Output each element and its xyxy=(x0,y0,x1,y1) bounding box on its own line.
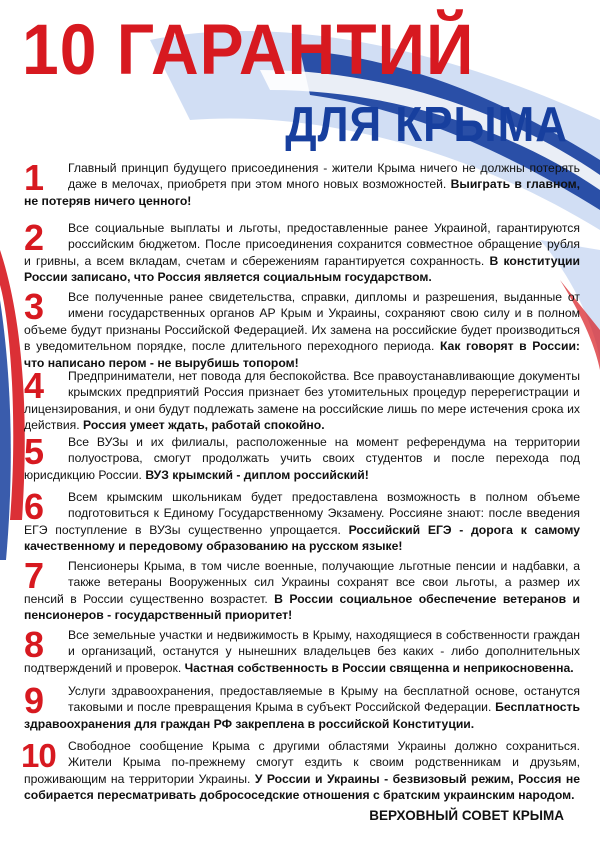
guarantee-number: 5 xyxy=(24,431,45,472)
guarantee-highlight: В России социальное обеспечение ветеранов и пенсионеров - государственный приоритет! xyxy=(24,591,580,623)
guarantee-body: Главный принцип будущего присоединения - жители Крыма ничего не должны потерять даже в мелочах, приобретя при этом много новых возможностей. xyxy=(68,161,580,192)
guarantee-text xyxy=(24,680,580,732)
guarantee-highlight: У России и Украины - безвизовый режим, Россия не собирается пересматривать добрососедские отношения с братским украинским народом. xyxy=(24,771,580,803)
guarantee-highlight: Россия умеет ждать, работай спокойно. xyxy=(83,418,325,433)
guarantee-body: Предприниматели, нет повода для беспокойства. Все правоустанавливающие документы крымских предприятий Россия признает без утомительных процедур перерегистрации и лицензирования, и они будут подлежать замене на российские лишь по мере истечения срока их действия. xyxy=(24,369,580,433)
title-line-2: ДЛЯ КРЫМА xyxy=(285,97,568,153)
guarantee-body: Все социальные выплаты и льготы, предоставленные ранее Украиной, гарантируются российским бюджетом. После присоединения сохранится совместное обращение рубля и гривны, а всем вкладам, счетам и сбережениям гарантируется сохранность. xyxy=(24,221,580,268)
guarantee-number: 9 xyxy=(24,680,45,721)
guarantee-text xyxy=(24,157,581,209)
guarantee-number: 10 xyxy=(21,737,56,774)
guarantee-number: 2 xyxy=(24,217,45,258)
guarantee-number: 4 xyxy=(24,365,45,406)
guarantee-body: Все полученные ранее свидетельства, справки, дипломы и разрешения, выданные от имени государственных органов АР Крым и Украины, сохраняют свою силу и в полном объеме будут признаны Российской Федерацией. Их замена на российские будет производиться в уведомительном порядке, после длительного переходного периода. xyxy=(24,290,580,354)
guarantee-text xyxy=(24,624,580,676)
guarantee-number: 7 xyxy=(24,555,45,596)
guarantee-highlight: Частная собственность в России священна и неприкосновенна. xyxy=(184,660,574,675)
guarantee-highlight: Бесплатность здравоохранения для граждан РФ закреплена в российской Конституции. xyxy=(24,700,580,731)
guarantee-number: 3 xyxy=(24,286,45,327)
guarantee-text xyxy=(24,365,580,434)
guarantee-number: 6 xyxy=(24,486,45,527)
guarantee-text xyxy=(24,217,580,286)
signature: ВЕРХОВНЫЙ СОВЕТ КРЫМА xyxy=(369,808,564,823)
title-line-1: 10 ГАРАНТИЙ xyxy=(22,9,475,90)
guarantee-body: Все ВУЗы и их филиалы, расположенные на момент референдума на территории полуострова, смогут продолжать учить своих студентов и после перехода под юрисдикцию России. xyxy=(24,435,580,482)
guarantee-text xyxy=(24,555,580,624)
guarantee-text xyxy=(24,431,580,483)
guarantee-body: Свободное сообщение Крыма с другими областями Украины должно сохраниться. Жители Крыма по-прежнему смогут ездить к своим родственникам и друзьям, проживающим на территории Украины. xyxy=(24,739,580,786)
guarantee-highlight: Как говорят в России: что написано пером - не вырубишь топором! xyxy=(24,339,580,370)
guarantee-number: 1 xyxy=(24,157,45,198)
guarantee-highlight: Выиграть в главном, не потеряв ничего ценного! xyxy=(24,177,581,208)
guarantee-body: Всем крымским школьникам будет предоставлена возможность в полном объеме подготовиться к Единому Государственному Экзамену. Россияне знают: после введения ЕГЭ поступление в ВУЗы существенно упрощается. xyxy=(24,490,580,537)
guarantee-text xyxy=(24,286,580,371)
guarantee-text xyxy=(24,738,580,804)
guarantee-highlight: В конституции России записано, что Россия является социальным государством. xyxy=(24,253,580,285)
guarantee-text xyxy=(24,486,580,555)
guarantee-number: 8 xyxy=(24,624,45,665)
guarantee-highlight: ВУЗ крымский - диплом российский! xyxy=(145,467,369,482)
guarantee-highlight: Российский ЕГЭ - дорога к самому качественному и передовому образованию на русском языке! xyxy=(24,522,580,554)
guarantee-body: Пенсионеры Крыма, в том числе военные, получающие льготные пенсии и надбавки, а также ветераны Вооруженных сил Украины сохранят все свои льготы, а размер их пенсий в России существенно возрастет. xyxy=(24,559,580,606)
guarantee-body: Услуги здравоохранения, предоставляемые в Крыму на бесплатной основе, останутся таковыми и после превращения Крыма в субъект Российской Федерации. xyxy=(68,684,580,715)
guarantee-body: Все земельные участки и недвижимость в Крыму, находящиеся в собственности граждан и организаций, останутся у нынешних владельцев без каких - либо дополнительных подтверждений и проверок. xyxy=(24,628,580,675)
